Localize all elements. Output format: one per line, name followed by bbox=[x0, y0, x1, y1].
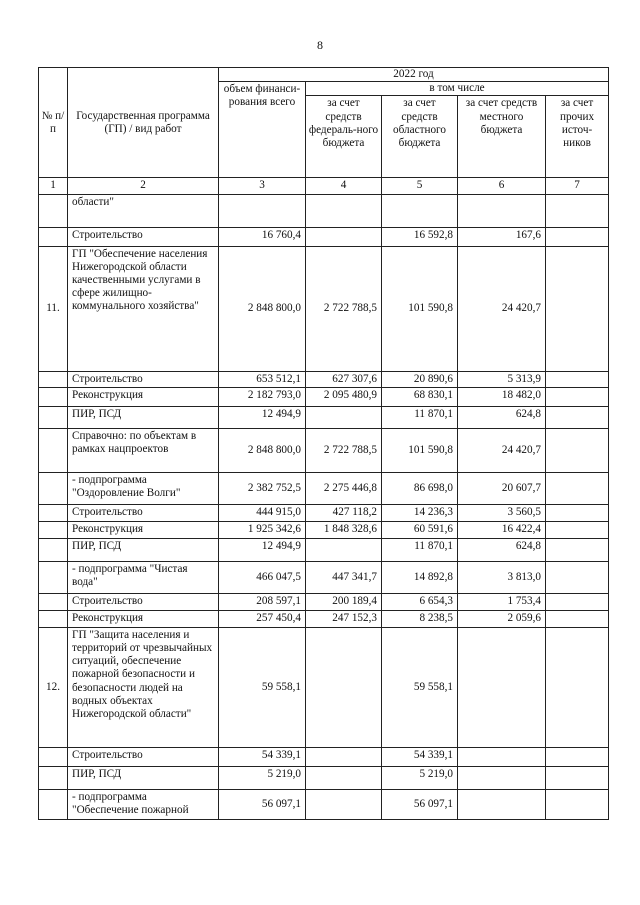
table-row bbox=[39, 521, 609, 538]
value-federal: 2 095 480,9 bbox=[306, 387, 382, 406]
value-regional: 59 558,1 bbox=[382, 627, 458, 747]
row-number bbox=[39, 593, 68, 610]
table-row bbox=[39, 406, 609, 428]
table-row bbox=[39, 227, 609, 246]
column-number: 6 bbox=[458, 178, 546, 194]
row-number: 12. bbox=[39, 627, 68, 747]
header-row-year bbox=[39, 68, 609, 82]
row-number bbox=[39, 766, 68, 789]
value-federal: 247 152,3 bbox=[306, 610, 382, 627]
row-name: Строительство bbox=[68, 227, 219, 246]
value-federal bbox=[306, 789, 382, 819]
value-local: 3 560,5 bbox=[458, 504, 546, 521]
row-number bbox=[39, 789, 68, 819]
row-name: - подпрограмма "Обеспечение пожарной bbox=[68, 789, 219, 819]
value-total: 653 512,1 bbox=[219, 371, 306, 387]
value-other bbox=[546, 472, 609, 504]
row-number bbox=[39, 538, 68, 561]
value-federal: 2 275 446,8 bbox=[306, 472, 382, 504]
value-total bbox=[219, 194, 306, 227]
value-other bbox=[546, 747, 609, 766]
row-number: 11. bbox=[39, 246, 68, 371]
value-other bbox=[546, 406, 609, 428]
value-local: 5 313,9 bbox=[458, 371, 546, 387]
value-other bbox=[546, 428, 609, 472]
row-number bbox=[39, 561, 68, 593]
value-total: 257 450,4 bbox=[219, 610, 306, 627]
value-total: 54 339,1 bbox=[219, 747, 306, 766]
table-row bbox=[39, 627, 609, 747]
row-name: Реконструкция bbox=[68, 610, 219, 627]
header-col-num: № п/п bbox=[39, 68, 68, 178]
value-total: 12 494,9 bbox=[219, 406, 306, 428]
column-number-row bbox=[39, 178, 609, 194]
table-row bbox=[39, 428, 609, 472]
row-name: Строительство bbox=[68, 747, 219, 766]
row-name: Справочно: по объектам в рамках нацпроектов bbox=[68, 428, 219, 472]
value-local: 1 753,4 bbox=[458, 593, 546, 610]
row-number bbox=[39, 406, 68, 428]
value-local bbox=[458, 747, 546, 766]
value-total: 2 848 800,0 bbox=[219, 428, 306, 472]
value-regional: 11 870,1 bbox=[382, 538, 458, 561]
column-number: 7 bbox=[546, 178, 609, 194]
table-row bbox=[39, 194, 609, 227]
row-number bbox=[39, 521, 68, 538]
row-name: Строительство bbox=[68, 504, 219, 521]
table-row bbox=[39, 538, 609, 561]
row-number bbox=[39, 371, 68, 387]
value-federal bbox=[306, 406, 382, 428]
row-name: - подпрограмма "Чистая вода" bbox=[68, 561, 219, 593]
value-other bbox=[546, 538, 609, 561]
value-regional: 14 236,3 bbox=[382, 504, 458, 521]
table-row bbox=[39, 747, 609, 766]
row-name: Реконструкция bbox=[68, 387, 219, 406]
table-row bbox=[39, 504, 609, 521]
table-row bbox=[39, 246, 609, 371]
value-federal bbox=[306, 627, 382, 747]
value-total: 466 047,5 bbox=[219, 561, 306, 593]
row-name: Строительство bbox=[68, 371, 219, 387]
table-row bbox=[39, 766, 609, 789]
table-row bbox=[39, 610, 609, 627]
value-federal: 627 307,6 bbox=[306, 371, 382, 387]
row-name: ПИР, ПСД bbox=[68, 406, 219, 428]
value-regional: 86 698,0 bbox=[382, 472, 458, 504]
value-federal bbox=[306, 538, 382, 561]
value-local: 20 607,7 bbox=[458, 472, 546, 504]
value-total: 2 382 752,5 bbox=[219, 472, 306, 504]
value-other bbox=[546, 371, 609, 387]
header-col-total: объем финанси-рования всего bbox=[219, 82, 306, 178]
value-total: 56 097,1 bbox=[219, 789, 306, 819]
header-col-local: за счет средств местного бюджета bbox=[458, 96, 546, 178]
row-name: области" bbox=[68, 194, 219, 227]
value-total: 444 915,0 bbox=[219, 504, 306, 521]
row-name: ПИР, ПСД bbox=[68, 766, 219, 789]
value-regional: 60 591,6 bbox=[382, 521, 458, 538]
value-local bbox=[458, 627, 546, 747]
row-number bbox=[39, 504, 68, 521]
value-total: 5 219,0 bbox=[219, 766, 306, 789]
value-local bbox=[458, 789, 546, 819]
table-body bbox=[39, 194, 609, 819]
value-other bbox=[546, 789, 609, 819]
budget-table bbox=[38, 67, 609, 820]
value-federal: 1 848 328,6 bbox=[306, 521, 382, 538]
row-number bbox=[39, 387, 68, 406]
header-in-total: в том числе bbox=[306, 82, 609, 96]
column-number: 4 bbox=[306, 178, 382, 194]
value-local: 624,8 bbox=[458, 406, 546, 428]
value-local: 167,6 bbox=[458, 227, 546, 246]
value-other bbox=[546, 227, 609, 246]
table-row bbox=[39, 472, 609, 504]
column-number: 3 bbox=[219, 178, 306, 194]
row-number bbox=[39, 428, 68, 472]
value-other bbox=[546, 593, 609, 610]
row-name: Строительство bbox=[68, 593, 219, 610]
value-federal: 2 722 788,5 bbox=[306, 246, 382, 371]
value-federal bbox=[306, 766, 382, 789]
value-other bbox=[546, 246, 609, 371]
value-total: 2 848 800,0 bbox=[219, 246, 306, 371]
value-local bbox=[458, 766, 546, 789]
value-local: 24 420,7 bbox=[458, 428, 546, 472]
header-col-federal: за счет средств федераль-ного бюджета bbox=[306, 96, 382, 178]
table-row bbox=[39, 561, 609, 593]
header-col-other: за счет прочих источ-ников bbox=[546, 96, 609, 178]
column-number: 1 bbox=[39, 178, 68, 194]
value-total: 1 925 342,6 bbox=[219, 521, 306, 538]
value-regional: 20 890,6 bbox=[382, 371, 458, 387]
value-other bbox=[546, 561, 609, 593]
row-number bbox=[39, 472, 68, 504]
value-other bbox=[546, 521, 609, 538]
row-name: Реконструкция bbox=[68, 521, 219, 538]
value-federal: 2 722 788,5 bbox=[306, 428, 382, 472]
value-regional: 14 892,8 bbox=[382, 561, 458, 593]
table-row bbox=[39, 593, 609, 610]
value-federal: 427 118,2 bbox=[306, 504, 382, 521]
value-regional: 5 219,0 bbox=[382, 766, 458, 789]
table-row bbox=[39, 371, 609, 387]
value-federal bbox=[306, 747, 382, 766]
row-name: ПИР, ПСД bbox=[68, 538, 219, 561]
column-number: 2 bbox=[68, 178, 219, 194]
value-regional: 101 590,8 bbox=[382, 246, 458, 371]
value-local: 16 422,4 bbox=[458, 521, 546, 538]
row-name: ГП "Защита населения и территорий от чрезвычайных ситуаций, обеспечение пожарной безопасности и безопасности людей на водных объектах Нижегородской области" bbox=[68, 627, 219, 747]
value-total: 208 597,1 bbox=[219, 593, 306, 610]
value-other bbox=[546, 194, 609, 227]
value-federal: 200 189,4 bbox=[306, 593, 382, 610]
value-federal bbox=[306, 227, 382, 246]
value-federal: 447 341,7 bbox=[306, 561, 382, 593]
value-federal bbox=[306, 194, 382, 227]
row-number bbox=[39, 227, 68, 246]
value-total: 2 182 793,0 bbox=[219, 387, 306, 406]
value-regional: 54 339,1 bbox=[382, 747, 458, 766]
table-row bbox=[39, 789, 609, 819]
row-name: - подпрограмма "Оздоровление Волги" bbox=[68, 472, 219, 504]
header-col-program: Государственная программа (ГП) / вид работ bbox=[68, 68, 219, 178]
value-regional: 68 830,1 bbox=[382, 387, 458, 406]
value-regional: 6 654,3 bbox=[382, 593, 458, 610]
value-regional: 16 592,8 bbox=[382, 227, 458, 246]
row-name: ГП "Обеспечение населения Нижегородской области качественными услугами в сфере жилищно-коммунального хозяйства" bbox=[68, 246, 219, 371]
value-local: 18 482,0 bbox=[458, 387, 546, 406]
column-number: 5 bbox=[382, 178, 458, 194]
value-total: 12 494,9 bbox=[219, 538, 306, 561]
value-regional: 56 097,1 bbox=[382, 789, 458, 819]
row-number bbox=[39, 610, 68, 627]
value-other bbox=[546, 387, 609, 406]
value-regional: 11 870,1 bbox=[382, 406, 458, 428]
value-total: 59 558,1 bbox=[219, 627, 306, 747]
value-local: 24 420,7 bbox=[458, 246, 546, 371]
value-other bbox=[546, 610, 609, 627]
value-local: 624,8 bbox=[458, 538, 546, 561]
value-local: 3 813,0 bbox=[458, 561, 546, 593]
page-number: 8 bbox=[317, 38, 323, 52]
value-regional bbox=[382, 194, 458, 227]
value-total: 16 760,4 bbox=[219, 227, 306, 246]
header-col-regional: за счет средств областного бюджета bbox=[382, 96, 458, 178]
value-regional: 101 590,8 bbox=[382, 428, 458, 472]
row-number bbox=[39, 194, 68, 227]
table-row bbox=[39, 387, 609, 406]
value-other bbox=[546, 504, 609, 521]
value-other bbox=[546, 627, 609, 747]
value-other bbox=[546, 766, 609, 789]
header-year: 2022 год bbox=[219, 68, 609, 82]
row-number bbox=[39, 747, 68, 766]
value-regional: 8 238,5 bbox=[382, 610, 458, 627]
value-local bbox=[458, 194, 546, 227]
value-local: 2 059,6 bbox=[458, 610, 546, 627]
